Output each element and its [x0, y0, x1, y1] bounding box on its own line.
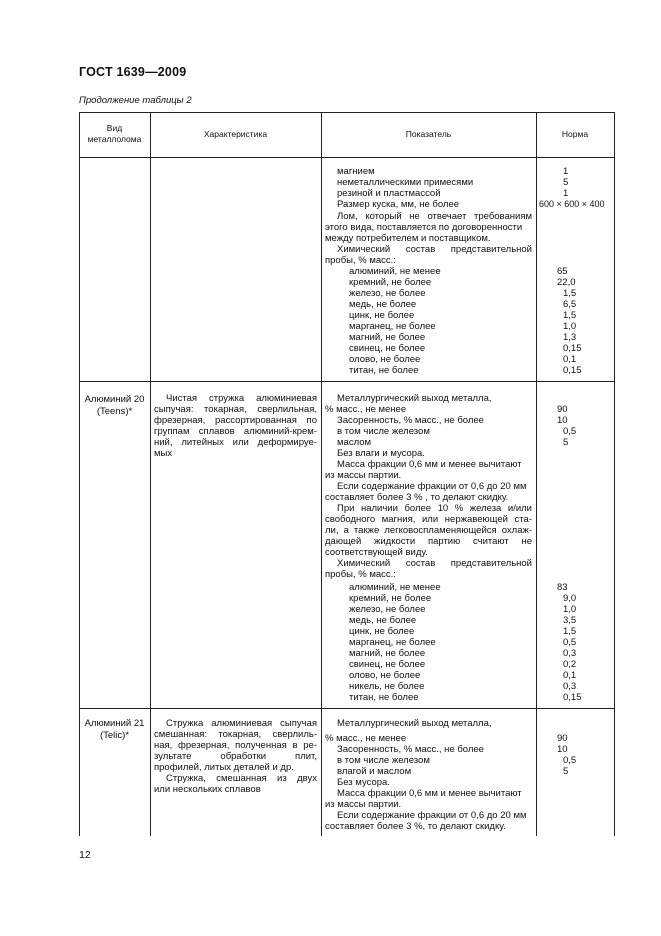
characteristic-line: или нескольких сплавов	[154, 784, 261, 795]
norm-value: 1	[563, 188, 569, 199]
characteristic-line: Чистая стружка алюминиевая	[166, 393, 317, 404]
type-cell-aluminium-21	[79, 718, 150, 742]
indicator-line: Масса фракции 0,6 мм и менее вычитают	[337, 788, 522, 799]
norm-value: 0,5	[563, 755, 577, 766]
indicator-line: олово, не более	[349, 354, 421, 365]
indicator-line: Металлургический выход металла,	[337, 718, 492, 729]
norm-value: 65	[557, 266, 568, 277]
norm-value: 1	[563, 166, 569, 177]
norm-value: 22,0	[557, 277, 576, 288]
indicator-line: цинк, не более	[349, 310, 415, 321]
indicator-line: Размер куска, мм, не более	[337, 199, 460, 210]
indicator-line: магнием	[337, 166, 375, 177]
norm-value: 1,5	[563, 626, 577, 637]
indicator-line: Засоренность, % масс., не более	[337, 744, 484, 755]
norm-value: 6,5	[563, 299, 577, 310]
norm-value: 1,3	[563, 332, 577, 343]
indicator-line: ли, а также легковоспламеняющейся охлаж-	[325, 525, 532, 536]
indicator-line: неметаллическими примесями	[337, 177, 474, 188]
indicator-line: кремний, не более	[349, 277, 432, 288]
indicator-line: марганец, не более	[349, 637, 436, 648]
header-type-line2: металлолома	[87, 134, 142, 144]
type-code: (Telic)*	[99, 730, 130, 741]
indicator-line: маслом	[337, 437, 372, 448]
column-divider-1	[150, 112, 151, 836]
indicator-line: Если содержание фракции от 0,6 до 20 мм	[337, 810, 527, 821]
indicator-line: магний, не более	[349, 332, 426, 343]
norm-value: 0,1	[563, 354, 577, 365]
norm-value: 5	[563, 177, 569, 188]
norm-value: 1,0	[563, 321, 577, 332]
norm-value: 0,2	[563, 659, 577, 670]
header-divider	[79, 157, 614, 158]
characteristic-line: смешанная: токарная, сверлиль-	[154, 729, 317, 740]
indicator-line: марганец, не более	[349, 321, 436, 332]
characteristic-line: мых	[154, 448, 173, 459]
norm-value: 0,15	[563, 343, 582, 354]
indicator-line: между потребителем и поставщиком.	[325, 233, 491, 244]
characteristic-line: профилей, литых деталей и др.	[154, 762, 294, 773]
indicator-line: никель, не более	[349, 681, 425, 692]
indicator-line: соответствующей виду.	[325, 547, 428, 558]
norm-value: 1,5	[563, 288, 577, 299]
characteristic-line: фрезерная, рассортированная по	[154, 415, 317, 426]
norm-value: 5	[563, 437, 569, 448]
norm-value: 0,3	[563, 681, 577, 692]
type-name: Алюминий 21	[84, 718, 145, 729]
indicator-line: свинец, не более	[349, 343, 426, 354]
indicator-line: в том числе железом	[337, 426, 430, 437]
page-number: 12	[79, 849, 91, 861]
norm-value: 1,5	[563, 310, 577, 321]
indicator-line: Химический состав представительной	[337, 244, 532, 255]
column-divider-2	[321, 112, 322, 836]
indicator-line: этого вида, поставляется по договоренности	[325, 222, 523, 233]
characteristic-line: ний, литейных или деформируе-	[154, 437, 317, 448]
norm-value: 10	[557, 415, 568, 426]
indicator-line: Масса фракции 0,6 мм и менее вычитают	[337, 459, 522, 470]
indicator-line: цинк, не более	[349, 626, 415, 637]
table-border-top	[79, 112, 614, 113]
norm-value: 10	[557, 744, 568, 755]
indicator-line: Без мусора.	[337, 777, 390, 788]
indicator-line: алюминий, не менее	[349, 266, 441, 277]
indicator-line: железо, не более	[349, 288, 426, 299]
indicator-line: % масс., не менее	[325, 404, 407, 415]
indicator-line: Металлургический выход металла,	[337, 393, 492, 404]
row-divider-1	[79, 381, 614, 382]
norm-value: 0,15	[563, 692, 582, 703]
norm-value: 0,15	[563, 365, 582, 376]
norm-value: 90	[557, 733, 568, 744]
characteristic-line: ная, фрезерная, полученная в ре-	[154, 740, 317, 751]
indicator-line: свинец, не более	[349, 659, 426, 670]
norm-value: 600 × 600 × 400	[539, 199, 605, 209]
norm-value: 1,0	[563, 604, 577, 615]
indicator-line: Лом, который не отвечает требованиям	[337, 211, 532, 222]
header-cell-norm: Норма	[561, 129, 589, 139]
indicator-line: из массы партии.	[325, 799, 402, 810]
indicator-line: медь, не более	[349, 299, 417, 310]
characteristic-line: группам сплавов алюминий-крем-	[154, 426, 317, 437]
indicator-line: алюминий, не менее	[349, 582, 441, 593]
norm-value: 83	[557, 582, 568, 593]
characteristic-line: зультате обработки плит,	[154, 751, 317, 762]
type-cell-aluminium-20	[79, 394, 150, 418]
indicator-line: резиной и пластмассой	[337, 188, 441, 199]
norm-value: 0,1	[563, 670, 577, 681]
page-title: ГОСТ 1639—2009	[79, 65, 187, 79]
indicator-line: составляет более 3 %, то делают скидку.	[325, 821, 506, 832]
norm-value: 90	[557, 404, 568, 415]
norm-value: 0,5	[563, 637, 577, 648]
type-name: Алюминий 20	[84, 394, 145, 405]
indicator-line: пробы, % масс.:	[325, 569, 396, 580]
header-type-line1: Вид	[106, 123, 123, 133]
indicator-line: влагой и маслом	[337, 766, 412, 777]
indicator-line: Засоренность, % масс., не более	[337, 415, 484, 426]
indicator-line: из массы партии.	[325, 470, 402, 481]
norm-value: 3,5	[563, 615, 577, 626]
norm-value: 5	[563, 766, 569, 777]
indicator-line: олово, не более	[349, 670, 421, 681]
indicator-line: железо, не более	[349, 604, 426, 615]
indicator-line: Химический состав представительной	[337, 558, 532, 569]
header-cell-indicator: Показатель	[405, 129, 452, 139]
indicator-line: магний, не более	[349, 648, 426, 659]
indicator-line: в том числе железом	[337, 755, 430, 766]
table-border-right	[614, 112, 615, 836]
column-divider-3	[536, 112, 537, 836]
row-divider-2	[79, 708, 614, 709]
indicator-line: пробы, % масс.:	[325, 255, 396, 266]
norm-value: 0,5	[563, 426, 577, 437]
indicator-line: медь, не более	[349, 615, 417, 626]
characteristic-line: Стружка алюминиевая сыпучая	[166, 718, 317, 729]
indicator-line: При наличии более 10 % железа и/или	[337, 503, 532, 514]
indicator-line: Без влаги и мусора.	[337, 448, 425, 459]
indicator-line: свободного магния, или нержавеющей ста-	[325, 514, 532, 525]
indicator-line: дающей жидкости партию считают не	[325, 536, 532, 547]
type-code: (Teens)*	[96, 406, 133, 417]
characteristic-line: Стружка, смешанная из двух	[166, 773, 317, 784]
characteristic-line: сыпучая: токарная, сверлильная,	[154, 404, 317, 415]
header-cell-type	[79, 123, 150, 145]
indicator-line: Если содержание фракции от 0,6 до 20 мм	[337, 481, 527, 492]
indicator-line: титан, не более	[349, 365, 419, 376]
indicator-line: % масс., не менее	[325, 733, 407, 744]
norm-value: 0,3	[563, 648, 577, 659]
norm-value: 9,0	[563, 593, 577, 604]
indicator-line: составляет более 3 % , то делают скидку.	[325, 492, 509, 503]
indicator-line: кремний, не более	[349, 593, 432, 604]
indicator-line: титан, не более	[349, 692, 419, 703]
table-caption: Продолжение таблицы 2	[79, 95, 192, 106]
header-cell-characteristic: Характеристика	[203, 129, 268, 139]
